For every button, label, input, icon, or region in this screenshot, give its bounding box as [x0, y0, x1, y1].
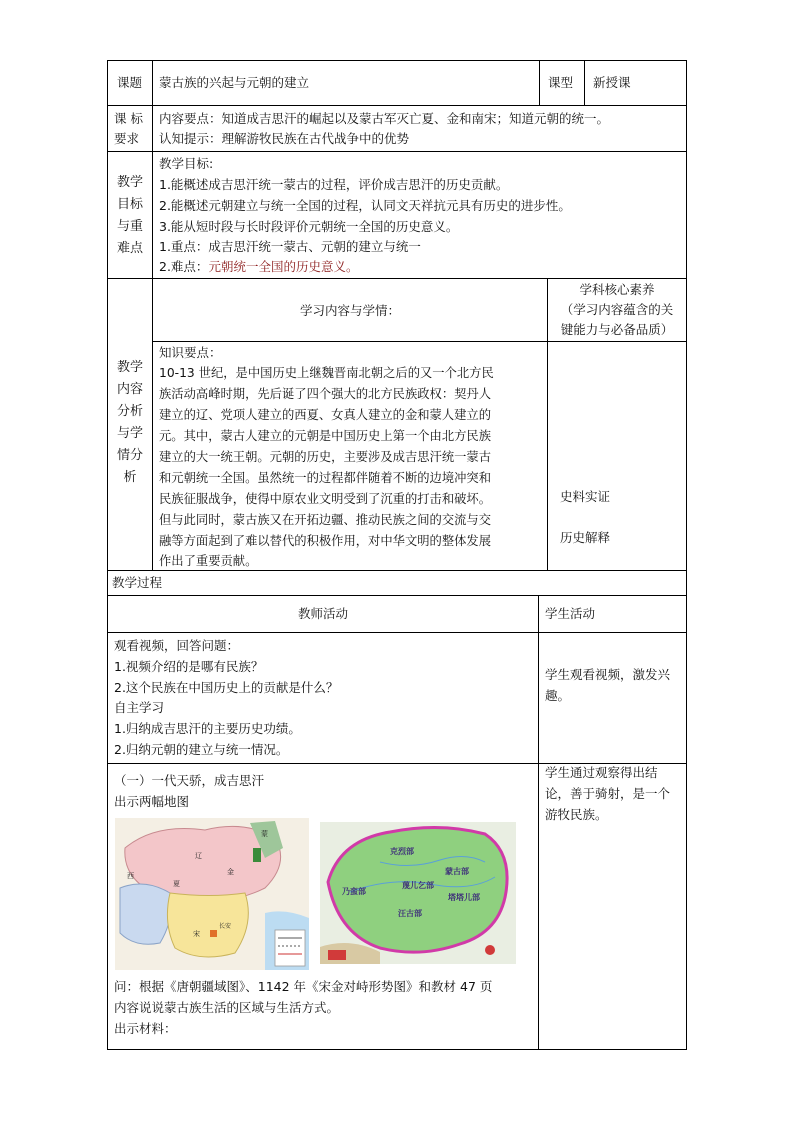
type-label: 课型 — [548, 75, 574, 90]
block1-line-5: 1.归纳成吉思汗的主要历史功绩。 — [114, 721, 301, 736]
analysis-label-3: 分析 — [116, 404, 143, 419]
mongol-map-label-tatar: 塔塔儿部 — [448, 893, 480, 902]
tang-map-label-changan: 长安 — [219, 923, 232, 930]
type-label-cell — [539, 60, 585, 106]
mongol-map-label-ongud: 汪古部 — [398, 909, 422, 918]
mongol-map-red-dot — [485, 945, 495, 955]
tang-map-graphic — [115, 818, 309, 970]
tang-map-legend-box — [275, 930, 305, 966]
tang-map-south-region — [167, 893, 248, 957]
block1-student-cell — [538, 632, 687, 764]
objective-item-1: 1.能概述成吉思汗统一蒙古的过程，评价成吉思汗的历史贡献。 — [159, 177, 509, 192]
title-label-cell — [107, 60, 153, 106]
knowledge-heading: 知识要点： — [159, 345, 222, 360]
knowledge-line-2: 族活动高峰时期，先后诞了四个强大的北方民族政权：契丹人 — [159, 387, 492, 401]
tang-map-label-west: 西 — [127, 872, 134, 880]
teacher-header-cell — [107, 595, 539, 633]
tang-map-label-liao: 辽 — [195, 852, 202, 860]
analysis-label-cell — [107, 278, 153, 571]
block2-student-cell — [538, 763, 687, 1050]
standards-line-2: 认知提示：理解游牧民族在古代战争中的优势 — [159, 131, 410, 146]
difficulty-text: 元朝统一全国的历史意义。 — [208, 259, 359, 274]
knowledge-cell — [152, 341, 548, 571]
knowledge-line-7: 民族征服战争，使得中原农业文明受到了沉重的打击和破坏。 — [159, 492, 492, 506]
analysis-label-5: 情分 — [116, 448, 143, 463]
objective-item-3: 3.能从短时段与长时段评价元朝统一全国的历史意义。 — [159, 219, 459, 234]
title-value-cell — [152, 60, 540, 106]
student-header: 学生活动 — [545, 606, 596, 621]
standards-label-2: 要求 — [114, 131, 140, 146]
knowledge-line-9: 融等方面起到了难以替代的积极作用，对中华文明的整体发展 — [159, 534, 492, 548]
literacy-header-1: 学科核心素养 — [579, 282, 655, 297]
analysis-label-4: 与学 — [116, 426, 143, 441]
objectives-content-cell — [152, 151, 687, 279]
literacy-header-cell — [547, 278, 687, 342]
tang-map-label-jin: 金 — [227, 868, 234, 876]
lesson-type: 新授课 — [593, 75, 631, 90]
block2-question-1: 问：根据《唐朝疆域图》、1142 年《宋金对峙形势图》和教材 47 页 — [114, 979, 493, 994]
standards-label-cell — [107, 105, 153, 152]
block1-teacher-cell — [107, 632, 539, 764]
key-point: 1.重点：成吉思汗统一蒙古、元朝的建立与统一 — [159, 239, 421, 254]
analysis-label-2: 内容 — [116, 382, 143, 397]
knowledge-line-10: 作出了重要贡献。 — [159, 554, 258, 568]
literacy-header-3: 键能力与必备品质） — [560, 322, 674, 337]
tang-map-label-xia: 夏 — [173, 880, 180, 888]
knowledge-line-6: 和元朝统一全国。虽然统一的过程都伴随着不断的边境冲突和 — [159, 471, 492, 485]
mongol-map-graphic — [320, 822, 516, 964]
objectives-label-3: 与重 — [116, 219, 143, 234]
tang-map-label-song: 宋 — [193, 930, 200, 938]
block1-line-6: 2.归纳元朝的建立与统一情况。 — [114, 742, 289, 757]
objectives-label-4: 难点 — [116, 241, 143, 256]
block1-line-2: 1.视频介绍的是哪有民族？ — [114, 659, 264, 674]
mongol-map-label-kereit: 克烈部 — [390, 847, 414, 856]
objective-item-2: 2.能概述元朝建立与统一全国的过程，认同文天祥抗元具有历史的进步性。 — [159, 198, 571, 213]
knowledge-line-8: 但与此同时，蒙古族又在开拓边疆、推动民族之间的交流与交 — [159, 513, 492, 527]
type-value-cell — [584, 60, 687, 106]
block2-teacher-cell — [107, 763, 539, 1050]
block1-student-2: 趣。 — [545, 688, 571, 703]
block2-line-1: （一）一代天骄，成吉思汗 — [114, 773, 265, 788]
tang-map-label-mongol: 蒙 — [261, 830, 268, 838]
tang-map-marker — [253, 848, 261, 862]
knowledge-line-3: 建立的辽、党项人建立的西夏、女真人建立的金和蒙人建立的 — [159, 408, 492, 422]
block2-line-2: 出示两幅地图 — [114, 794, 190, 809]
standards-label-1: 课 标 — [114, 111, 143, 126]
block2-question-2: 内容说说蒙古族生活的区域与生活方式。 — [114, 1000, 340, 1015]
difficulty-line — [159, 257, 358, 277]
mongol-map-label-naiman: 乃蛮部 — [342, 887, 366, 896]
tang-map-capital-marker — [210, 930, 217, 937]
process-title-cell — [107, 570, 687, 596]
standards-content-cell — [152, 105, 687, 152]
knowledge-line-5: 建立的大一统王朝。元朝的历史，主要涉及成吉思汗统一蒙古 — [159, 450, 492, 464]
objectives-label-2: 目标 — [116, 197, 143, 212]
student-header-cell — [538, 595, 687, 633]
block2-question-3: 出示材料： — [114, 1021, 177, 1036]
tang-territory-map — [115, 818, 309, 970]
objectives-heading: 教学目标: — [159, 156, 214, 171]
mongol-map-label-merkit: 蔑儿乞部 — [402, 881, 434, 890]
block1-line-3: 2.这个民族在中国历史上的贡献是什么？ — [114, 680, 339, 695]
block1-student-1: 学生观看视频，激发兴 — [545, 667, 671, 682]
lesson-plan-table — [107, 60, 687, 1050]
literacy-header-2: （学习内容蕴含的关 — [560, 302, 674, 317]
teacher-header: 教师活动 — [297, 606, 348, 621]
literacy-item-1: 史料实证 — [560, 489, 611, 504]
lesson-title: 蒙古族的兴起与元朝的建立 — [159, 75, 310, 90]
block1-line-4: 自主学习 — [114, 700, 165, 715]
literacy-item-2: 历史解释 — [560, 530, 611, 545]
analysis-label-6: 析 — [123, 470, 137, 485]
standards-line-1: 内容要点：知道成吉思汗的崛起以及蒙古军灭亡夏、金和南宋；知道元朝的统一。 — [159, 111, 610, 126]
tang-map-west-region — [120, 884, 171, 944]
block1-line-1: 观看视频，回答问题： — [114, 638, 240, 653]
objectives-label-cell — [107, 151, 153, 279]
content-header: 学习内容与学情： — [299, 303, 400, 318]
mongol-tribes-map — [320, 822, 516, 964]
block2-student-1: 学生通过观察得出结 — [545, 765, 658, 780]
block2-student-3: 游牧民族。 — [545, 807, 608, 822]
difficulty-prefix: 2.难点： — [159, 259, 209, 274]
process-title: 教学过程 — [112, 575, 163, 590]
analysis-label-1: 教学 — [116, 360, 143, 375]
knowledge-line-1: 10-13 世纪，是中国历史上继魏晋南北朝之后的又一个北方民 — [159, 366, 494, 380]
knowledge-line-4: 元。其中，蒙古人建立的元朝是中国历史上第一个由北方民族 — [159, 429, 492, 443]
objectives-label-1: 教学 — [116, 175, 143, 190]
mongol-map-red-marker — [328, 950, 346, 960]
mongol-map-label-mongol: 蒙古部 — [445, 867, 469, 876]
block2-student-2: 论，善于骑射，是一个 — [545, 786, 671, 801]
title-label: 课题 — [117, 75, 143, 90]
literacy-cell — [547, 341, 687, 571]
content-header-cell — [152, 278, 548, 342]
